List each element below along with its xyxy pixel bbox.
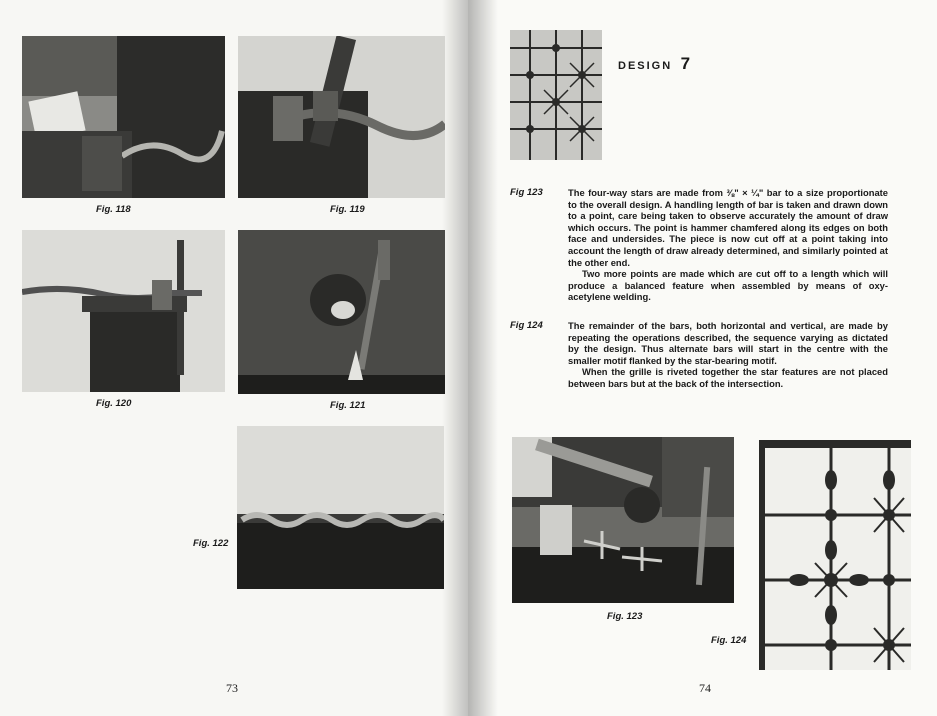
figure-120-caption: Fig. 120 (96, 398, 132, 409)
figure-118-caption: Fig. 118 (96, 204, 131, 215)
design-7-grille-thumbnail (510, 30, 602, 160)
gutter-shadow (442, 0, 468, 716)
body-paragraph: When the grille is riveted together the star features are not placed between bars but at the back of the intersection. (568, 366, 888, 389)
page-number-right: 74 (699, 681, 711, 695)
figure-122-photo (237, 426, 444, 589)
figure-123-caption: Fig. 123 (607, 611, 643, 622)
design-heading-number: 7 (680, 54, 691, 73)
right-page (468, 0, 937, 716)
text-section-fig-123 (510, 187, 888, 303)
body-paragraph: The four-way stars are made from ⅜" × ¼" bar to a size proportionate to the overall design. A handling length of bar is taken and drawn down to a point, care being taken to observe accurately the amount of draw which occurs. The point is hammer chamfered along its edges on both face and undersides. The piece is now cut off at a point taking into account the length of draw already determined, and similarly pointed at the other end. (568, 187, 888, 268)
figure-118-photo (22, 36, 225, 198)
figure-119-caption: Fig. 119 (330, 204, 365, 215)
figure-119-photo (238, 36, 445, 198)
figure-120-photo (22, 230, 225, 392)
figure-122-caption: Fig. 122 (193, 538, 229, 549)
body-paragraph: The remainder of the bars, both horizontal and vertical, are made by repeating the operations described, the sequence varying as dictated by the design. Thus alternate bars will start in the centre with the smaller motif flanked by the star-bearing motif. (568, 320, 888, 366)
design-heading (618, 54, 690, 74)
text-section-fig-124 (510, 320, 888, 390)
margin-ref-fig-124: Fig 124 (510, 320, 543, 331)
body-paragraph: Two more points are made which are cut off to a length which will produce a balanced feature when assembled by means of oxy-acetylene welding. (568, 268, 888, 303)
left-page (0, 0, 468, 716)
figure-123-photo (512, 437, 734, 603)
figure-121-caption: Fig. 121 (330, 400, 366, 411)
design-heading-word: DESIGN (618, 60, 673, 72)
margin-ref-fig-123: Fig 123 (510, 187, 543, 198)
figure-121-photo (238, 230, 445, 394)
figure-124-caption: Fig. 124 (711, 635, 747, 646)
page-number-left: 73 (226, 681, 238, 695)
figure-124-photo (759, 440, 911, 670)
gutter-shadow (468, 0, 498, 716)
